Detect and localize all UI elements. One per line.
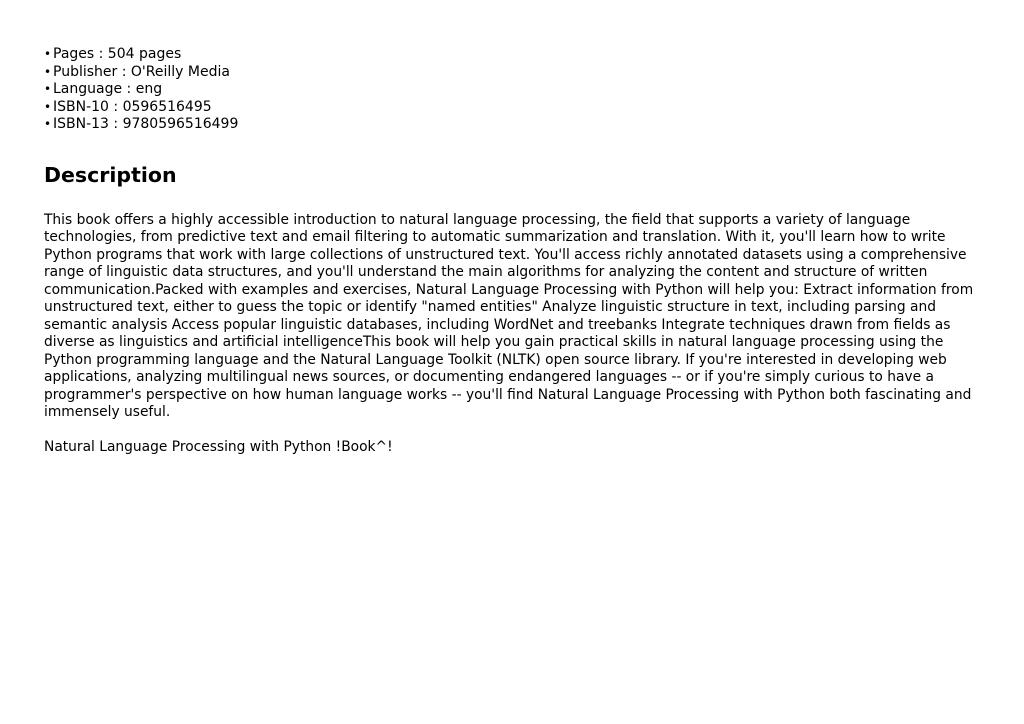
detail-isbn13-text: ISBN-13 : 9780596516499 (53, 116, 239, 132)
detail-language-text: Language : eng (53, 81, 163, 97)
book-details-list (44, 46, 984, 134)
bullet-icon: • (44, 47, 52, 61)
description-body: This book offers a highly accessible introduction to natural language processing, the field that supports a variety of language technologies, from predictive text and email filtering to automatic summarization and translation. With it, you'll learn how to write Python programs that work with large collections of unstructured text. You'll access richly annotated datasets using a comprehensive range of linguistic data structures, and you'll understand the main algorithms for analyzing the content and structure of written communication.Packed with examples and exercises, Natural Language Processing with Python will help you: Extract information from unstructured text, either to guess the topic or identify "named entities" Analyze linguistic structure in text, including parsing and semantic analysis Access popular linguistic databases, including WordNet and treebanks Integrate techniques drawn from fields as diverse as linguistics and artificial intelligenceThis book will help you gain practical skills in natural language processing using the Python programming language and the Natural Language Toolkit (NLTK) open source library. If you're interested in developing web applications, analyzing multilingual news sources, or documenting endangered languages -- or if you're simply curious to have a programmer's perspective on how human language works -- you'll find Natural Language Processing with Python both fascinating and immensely useful. (44, 211, 974, 420)
bullet-icon: • (44, 82, 52, 96)
detail-language (44, 81, 984, 99)
document-page (44, 46, 984, 456)
book-title-line: Natural Language Processing with Python !Book^! (44, 438, 393, 455)
detail-isbn13 (44, 116, 984, 134)
detail-publisher (44, 64, 984, 82)
detail-isbn10-text: ISBN-10 : 0596516495 (53, 98, 212, 115)
bullet-icon: • (44, 99, 52, 114)
detail-pages (44, 46, 984, 64)
detail-publisher-text: Publisher : O'Reilly Media (53, 63, 230, 80)
description-heading: Description (44, 162, 177, 187)
detail-pages-text: Pages : 504 pages (53, 46, 182, 62)
bullet-icon: • (44, 64, 52, 79)
bullet-icon: • (44, 117, 52, 131)
detail-isbn10 (44, 99, 984, 117)
